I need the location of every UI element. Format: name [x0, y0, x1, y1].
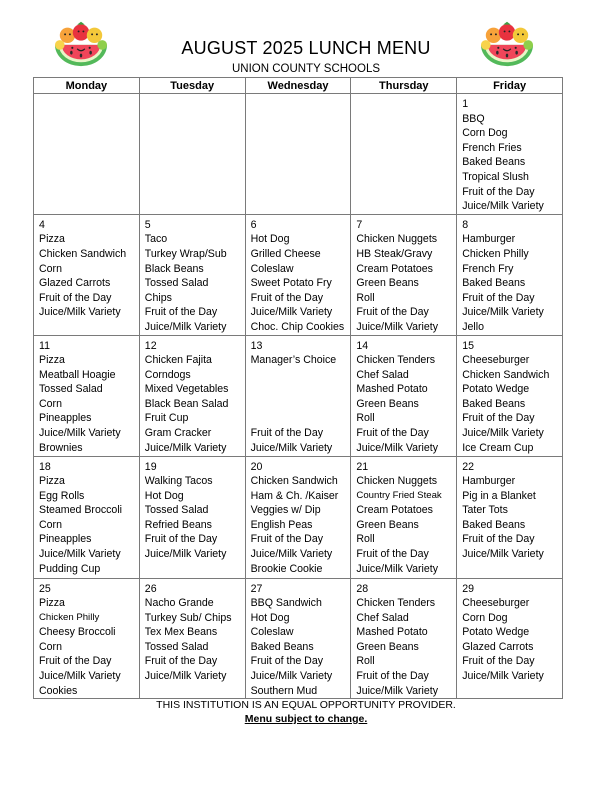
equal-opportunity-notice: THIS INSTITUTION IS AN EQUAL OPPORTUNITY PROVIDER.: [156, 699, 456, 711]
menu-item: Juice/Milk Variety: [356, 562, 439, 575]
day-cell: [457, 456, 563, 578]
menu-item: Country Fried Steak: [356, 489, 442, 501]
menu-item: Roll: [356, 291, 375, 304]
menu-item: Turkey Sub/ Chips: [144, 611, 232, 624]
day-header: Thursday: [351, 78, 457, 94]
menu-item: Chicken Nuggets: [356, 233, 438, 246]
day-cell: [351, 456, 457, 578]
menu-item: French Fry: [462, 262, 514, 275]
menu-item: Fruit of the Day: [39, 291, 112, 304]
day-number: 18: [39, 460, 51, 473]
menu-item: Fruit of the Day: [144, 306, 218, 319]
day-cell: [34, 214, 140, 335]
menu-item: Fruit Cup: [144, 412, 189, 425]
menu-item: Pizza: [39, 597, 65, 610]
menu-item: English Peas: [250, 518, 313, 531]
menu-item: Chicken Tenders: [356, 597, 436, 610]
menu-item: Southern Mud: [250, 684, 318, 697]
week-row: [34, 456, 563, 578]
menu-item: Juice/Milk Variety: [356, 320, 439, 333]
menu-item: Fruit of the Day: [144, 533, 218, 546]
day-cell: [351, 94, 457, 215]
menu-item: Hot Dog: [144, 489, 184, 502]
day-number: 25: [39, 582, 51, 595]
day-number: 15: [462, 339, 474, 352]
menu-item: Pudding Cup: [39, 562, 101, 575]
day-cell: [139, 456, 245, 578]
menu-item: Glazed Carrots: [462, 640, 534, 653]
menu-item: Corn: [39, 640, 62, 653]
menu-item: Gram Cracker: [144, 427, 212, 440]
weekday-header-row: [34, 78, 563, 94]
menu-item: Hamburger: [462, 233, 516, 246]
menu-item: Fruit of the Day: [356, 670, 429, 683]
menu-item: Chicken Philly: [462, 247, 529, 260]
day-number: 19: [144, 460, 157, 473]
menu-item: Juice/Milk Variety: [144, 670, 227, 683]
day-number: 5: [144, 218, 151, 231]
menu-item: [251, 411, 351, 426]
menu-item: Juice/Milk Variety: [250, 548, 333, 561]
day-cell: [245, 94, 351, 215]
menu-item: Mixed Vegetables: [144, 383, 229, 396]
menu-item: Pizza: [39, 475, 65, 488]
menu-item: Fruit of the Day: [250, 427, 324, 440]
menu-item: Corn Dog: [462, 611, 508, 624]
menu-item: Baked Beans: [462, 277, 526, 290]
menu-item: Juice/Milk Variety: [462, 306, 544, 319]
menu-item: Black Bean Salad: [144, 397, 229, 410]
week-row: [34, 94, 563, 215]
menu-item: Tossed Salad: [144, 277, 209, 290]
day-cell: [139, 578, 245, 699]
menu-item: Chicken Tenders: [356, 354, 436, 367]
day-number: 6: [250, 218, 257, 231]
menu-item: Walking Tacos: [144, 475, 213, 488]
menu-item: Cheeseburger: [462, 597, 530, 610]
menu-item: Ice Cream Cup: [462, 441, 534, 454]
menu-item: Turkey Wrap/Sub: [144, 247, 227, 260]
menu-item: Grilled Cheese: [250, 247, 321, 260]
menu-item: BBQ Sandwich: [250, 597, 322, 610]
menu-item: Juice/Milk Variety: [39, 306, 121, 319]
menu-item: Cheesy Broccoli: [39, 626, 116, 639]
menu-item: Tater Tots: [462, 504, 508, 517]
day-cell: [139, 94, 245, 215]
menu-item: Jello: [462, 320, 484, 333]
menu-item: Juice/Milk Variety: [462, 200, 544, 213]
menu-item: Fruit of the Day: [356, 548, 429, 561]
day-number: 4: [39, 218, 45, 231]
day-cell: [139, 214, 245, 335]
menu-item: Chicken Philly: [39, 611, 100, 623]
menu-item: [251, 397, 351, 412]
menu-item: Juice/Milk Variety: [356, 684, 439, 697]
menu-item: Tossed Salad: [39, 383, 103, 396]
menu-item: Juice/Milk Variety: [250, 441, 333, 454]
day-number: 13: [250, 339, 263, 352]
menu-item: Chicken Sandwich: [250, 475, 338, 488]
menu-item: Potato Wedge: [462, 626, 530, 639]
menu-item: Pig in a Blanket: [462, 489, 536, 502]
menu-item: Baked Beans: [462, 518, 526, 531]
day-cell: [34, 335, 140, 456]
menu-item: Fruit of the Day: [462, 655, 535, 668]
menu-item: Pineapples: [39, 412, 92, 425]
menu-item: BBQ: [462, 112, 485, 125]
day-cell: [34, 578, 140, 699]
day-number: 7: [356, 218, 363, 231]
week-row: [34, 214, 563, 335]
menu-item: Fruit of the Day: [39, 655, 112, 668]
day-number: 26: [144, 582, 157, 595]
menu-item: Fruit of the Day: [356, 306, 429, 319]
menu-item: Hot Dog: [250, 611, 290, 624]
day-number: 28: [356, 582, 369, 595]
menu-item: Juice/Milk Variety: [250, 670, 333, 683]
menu-item: Corn: [39, 518, 62, 531]
menu-item: Chicken Nuggets: [356, 475, 438, 488]
menu-item: Juice/Milk Variety: [250, 306, 333, 319]
day-cell: [245, 214, 351, 335]
menu-item: Steamed Broccoli: [39, 504, 123, 517]
day-cell: [245, 456, 351, 578]
menu-item: Glazed Carrots: [39, 277, 111, 290]
menu-item: Potato Wedge: [462, 383, 530, 396]
day-number: 29: [462, 582, 474, 595]
menu-item: [251, 368, 351, 383]
day-header: Tuesday: [139, 78, 245, 94]
day-cell: [34, 456, 140, 578]
menu-item: Corn: [39, 262, 62, 275]
day-cell: [245, 335, 351, 456]
menu-item: Juice/Milk Variety: [39, 548, 121, 561]
menu-item: Baked Beans: [462, 397, 526, 410]
menu-item: Fruit of the Day: [144, 655, 218, 668]
menu-item: Cookies: [39, 684, 78, 697]
menu-item: Manager’s Choice: [250, 354, 337, 367]
day-header: Friday: [457, 78, 563, 94]
week-row: [34, 578, 563, 699]
menu-item: Sweet Potato Fry: [250, 277, 332, 290]
day-number: 8: [462, 218, 469, 231]
day-cell: [457, 578, 563, 699]
day-header: Wednesday: [245, 78, 351, 94]
menu-item: Fruit of the Day: [462, 291, 535, 304]
menu-item: Nacho Grande: [144, 597, 214, 610]
menu-item: Fruit of the Day: [250, 291, 324, 304]
menu-item: Fruit of the Day: [462, 533, 535, 546]
menu-item: Cheeseburger: [462, 354, 530, 367]
menu-item: Meatball Hoagie: [39, 368, 116, 381]
day-cell: [351, 335, 457, 456]
menu-item: Brookie Cookie: [250, 562, 323, 575]
menu-item: Tropical Slush: [462, 170, 529, 183]
menu-item: Fruit of the Day: [250, 533, 324, 546]
menu-item: Tex Mex Beans: [144, 626, 218, 639]
menu-item: Corndogs: [144, 368, 191, 381]
menu-item: Baked Beans: [462, 156, 526, 169]
menu-item: Roll: [356, 533, 375, 546]
menu-item: Choc. Chip Cookies: [250, 320, 345, 333]
menu-item: Juice/Milk Variety: [462, 670, 544, 683]
menu-item: Chicken Fajita: [144, 354, 212, 367]
day-header: Monday: [34, 78, 140, 94]
menu-item: Mashed Potato: [356, 383, 428, 396]
day-cell: [457, 214, 563, 335]
menu-item: Corn: [39, 397, 62, 410]
menu-item: Chef Salad: [356, 368, 409, 381]
menu-item: Chips: [144, 291, 172, 304]
menu-item: Green Beans: [356, 397, 419, 410]
day-number: 14: [356, 339, 369, 352]
day-cell: [245, 578, 351, 699]
menu-item: Juice/Milk Variety: [144, 320, 227, 333]
menu-item: Coleslaw: [250, 626, 294, 639]
menu-item: Corn Dog: [462, 127, 508, 140]
menu-item: Juice/Milk Variety: [356, 441, 439, 454]
menu-item: Roll: [356, 412, 375, 425]
menu-item: Brownies: [39, 441, 83, 454]
day-number: 1: [462, 98, 469, 110]
menu-item: Fruit of the Day: [250, 655, 324, 668]
menu-item: Baked Beans: [250, 640, 314, 653]
menu-item: Pizza: [39, 354, 65, 367]
menu-item: Green Beans: [356, 640, 419, 653]
menu-item: Chef Salad: [356, 611, 409, 624]
menu-item: Chicken Sandwich: [39, 247, 127, 260]
menu-item: Cream Potatoes: [356, 504, 433, 517]
menu-item: Egg Rolls: [39, 489, 85, 502]
menu-change-disclaimer: Menu subject to change.: [244, 713, 368, 725]
menu-item: Veggies w/ Dip: [250, 504, 321, 517]
menu-item: Refried Beans: [144, 518, 212, 531]
page-title: AUGUST 2025 LUNCH MENU: [181, 38, 431, 58]
day-cell: [457, 335, 563, 456]
menu-item: Mashed Potato: [356, 626, 428, 639]
menu-item: Hamburger: [462, 475, 516, 488]
menu-item: Tossed Salad: [144, 504, 209, 517]
day-number: 21: [356, 460, 369, 473]
day-number: 22: [462, 460, 474, 473]
day-cell: [351, 214, 457, 335]
menu-item: Fruit of the Day: [462, 185, 535, 198]
day-number: 11: [39, 339, 50, 352]
day-number: 20: [250, 460, 263, 473]
menu-item: HB Steak/Gravy: [356, 247, 433, 260]
menu-item: Pineapples: [39, 533, 92, 546]
menu-item: Fruit of the Day: [356, 427, 429, 440]
menu-item: Juice/Milk Variety: [144, 548, 227, 561]
menu-item: Tossed Salad: [144, 640, 209, 653]
menu-item: Black Beans: [144, 262, 204, 275]
menu-item: Roll: [356, 655, 375, 668]
menu-item: Cream Potatoes: [356, 262, 433, 275]
day-number: 12: [144, 339, 157, 352]
lunch-menu-calendar: [33, 77, 563, 699]
day-cell: [34, 94, 140, 215]
menu-item: Juice/Milk Variety: [144, 441, 227, 454]
menu-item: Juice/Milk Variety: [462, 548, 544, 561]
menu-item: Fruit of the Day: [462, 412, 535, 425]
menu-item: Taco: [144, 233, 168, 246]
menu-item: Pizza: [39, 233, 65, 246]
menu-item: French Fries: [462, 141, 522, 154]
menu-item: Coleslaw: [250, 262, 294, 275]
menu-item: Juice/Milk Variety: [39, 427, 121, 440]
menu-item: Hot Dog: [250, 233, 290, 246]
menu-item: Ham & Ch. /Kaiser: [250, 489, 339, 502]
day-cell: [351, 578, 457, 699]
menu-item: [251, 382, 351, 397]
menu-item: Juice/Milk Variety: [462, 427, 544, 440]
menu-item: Green Beans: [356, 518, 419, 531]
day-number: 27: [250, 582, 263, 595]
day-cell: [139, 335, 245, 456]
menu-item: Chicken Sandwich: [462, 368, 550, 381]
week-row: [34, 335, 563, 456]
menu-item: Juice/Milk Variety: [39, 670, 121, 683]
day-cell: [457, 94, 563, 215]
menu-item: Green Beans: [356, 277, 419, 290]
district-name: UNION COUNTY SCHOOLS: [231, 63, 381, 75]
